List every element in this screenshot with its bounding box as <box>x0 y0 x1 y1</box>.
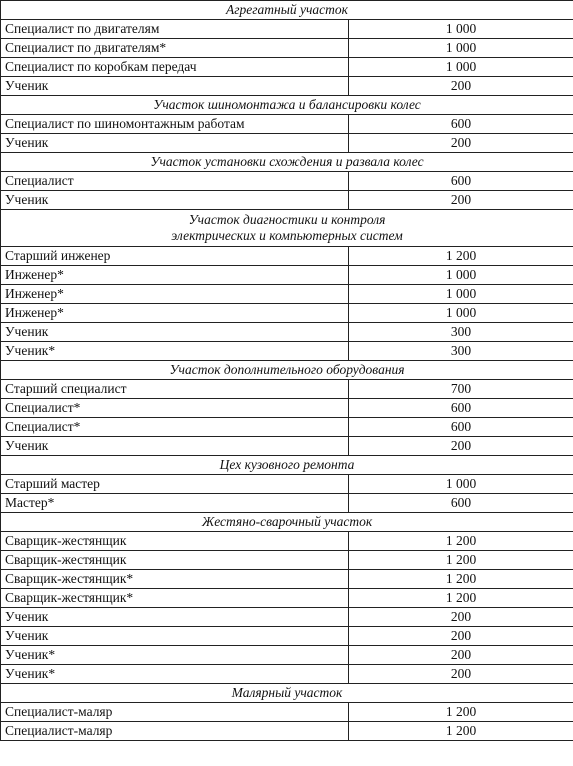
position-cell: Старший мастер <box>1 475 349 494</box>
section-title <box>1 684 573 703</box>
value-cell: 1 200 <box>349 722 573 741</box>
table-row <box>1 475 573 494</box>
position-cell: Мастер* <box>1 494 349 513</box>
table-row <box>1 342 573 361</box>
table-row <box>1 285 573 304</box>
section-title <box>1 153 573 172</box>
table-row <box>1 380 573 399</box>
value-cell: 200 <box>349 134 573 153</box>
table-row <box>1 20 573 39</box>
position-cell: Специалист-маляр <box>1 703 349 722</box>
table-row <box>1 570 573 589</box>
value-cell: 1 200 <box>349 589 573 608</box>
table-row <box>1 608 573 627</box>
value-cell: 300 <box>349 323 573 342</box>
section-title-line: Жестяно-сварочный участок <box>201 514 373 530</box>
section-header-row <box>1 96 573 115</box>
value-cell: 1 200 <box>349 247 573 266</box>
value-cell: 1 000 <box>349 39 573 58</box>
table-body <box>1 1 573 741</box>
table-row <box>1 134 573 153</box>
section-header-row <box>1 456 573 475</box>
table-row <box>1 589 573 608</box>
value-cell: 300 <box>349 342 573 361</box>
position-cell: Специалист по коробкам передач <box>1 58 349 77</box>
position-cell: Ученик <box>1 627 349 646</box>
value-cell: 1 000 <box>349 304 573 323</box>
value-cell: 200 <box>349 665 573 684</box>
section-title <box>1 1 573 20</box>
position-cell: Ученик <box>1 437 349 456</box>
table-row <box>1 665 573 684</box>
value-cell: 1 200 <box>349 703 573 722</box>
position-cell: Ученик* <box>1 342 349 361</box>
table-row <box>1 551 573 570</box>
position-cell: Ученик <box>1 608 349 627</box>
position-cell: Ученик <box>1 191 349 210</box>
position-cell: Старший инженер <box>1 247 349 266</box>
position-cell: Старший специалист <box>1 380 349 399</box>
position-cell: Сварщик-жестянщик <box>1 551 349 570</box>
value-cell: 200 <box>349 77 573 96</box>
table-row <box>1 39 573 58</box>
section-title-line: Цех кузовного ремонта <box>219 457 355 473</box>
table-row <box>1 722 573 741</box>
section-title-line: Участок установки схождения и развала колес <box>150 154 424 170</box>
table-row <box>1 437 573 456</box>
table-row <box>1 77 573 96</box>
value-cell: 1 000 <box>349 285 573 304</box>
value-cell: 200 <box>349 627 573 646</box>
position-cell: Ученик <box>1 323 349 342</box>
position-cell: Инженер* <box>1 285 349 304</box>
position-cell: Ученик <box>1 134 349 153</box>
value-cell: 600 <box>349 172 573 191</box>
table-row <box>1 494 573 513</box>
value-cell: 200 <box>349 646 573 665</box>
value-cell: 600 <box>349 399 573 418</box>
table-row <box>1 646 573 665</box>
section-header-row <box>1 361 573 380</box>
position-cell: Ученик* <box>1 646 349 665</box>
value-cell: 1 000 <box>349 58 573 77</box>
section-title <box>1 513 573 532</box>
table-row <box>1 191 573 210</box>
position-cell: Специалист* <box>1 418 349 437</box>
section-title <box>1 456 573 475</box>
value-cell: 600 <box>349 115 573 134</box>
section-title-line: электрических и компьютерных систем <box>171 228 403 243</box>
table-row <box>1 532 573 551</box>
value-cell: 700 <box>349 380 573 399</box>
position-cell: Инженер* <box>1 266 349 285</box>
section-title-line: Участок шиномонтажа и балансировки колес <box>153 97 421 113</box>
section-title-line: Участок диагностики и контроля <box>188 212 386 227</box>
section-header-row <box>1 1 573 20</box>
table-row <box>1 627 573 646</box>
table-row <box>1 323 573 342</box>
value-cell: 600 <box>349 418 573 437</box>
table-row <box>1 399 573 418</box>
table-row <box>1 58 573 77</box>
table-row <box>1 304 573 323</box>
position-cell: Специалист по шиномонтажным работам <box>1 115 349 134</box>
position-cell: Сварщик-жестянщик <box>1 532 349 551</box>
position-cell: Ученик <box>1 77 349 96</box>
section-header-row <box>1 153 573 172</box>
position-cell: Специалист по двигателям* <box>1 39 349 58</box>
value-cell: 1 200 <box>349 570 573 589</box>
table-row <box>1 418 573 437</box>
position-cell: Специалист по двигателям <box>1 20 349 39</box>
section-header-row <box>1 210 573 247</box>
value-cell: 200 <box>349 437 573 456</box>
table-row <box>1 115 573 134</box>
value-cell: 200 <box>349 191 573 210</box>
position-cell: Инженер* <box>1 304 349 323</box>
section-title <box>1 96 573 115</box>
value-cell: 200 <box>349 608 573 627</box>
value-cell: 1 200 <box>349 532 573 551</box>
value-cell: 1 200 <box>349 551 573 570</box>
table-row <box>1 172 573 191</box>
section-header-row <box>1 513 573 532</box>
table-row <box>1 703 573 722</box>
section-title <box>1 210 573 247</box>
section-title-line: Участок дополнительного оборудования <box>169 362 405 378</box>
section-title <box>1 361 573 380</box>
position-cell: Специалист* <box>1 399 349 418</box>
position-cell: Сварщик-жестянщик* <box>1 589 349 608</box>
value-cell: 1 000 <box>349 475 573 494</box>
position-cell: Специалист <box>1 172 349 191</box>
section-header-row <box>1 684 573 703</box>
value-cell: 1 000 <box>349 20 573 39</box>
position-cell: Ученик* <box>1 665 349 684</box>
section-title-line: Малярный участок <box>231 685 343 701</box>
position-cell: Сварщик-жестянщик* <box>1 570 349 589</box>
table-row <box>1 247 573 266</box>
section-title-line: Агрегатный участок <box>226 2 348 18</box>
value-cell: 600 <box>349 494 573 513</box>
value-cell: 1 000 <box>349 266 573 285</box>
position-cell: Специалист-маляр <box>1 722 349 741</box>
table-row <box>1 266 573 285</box>
